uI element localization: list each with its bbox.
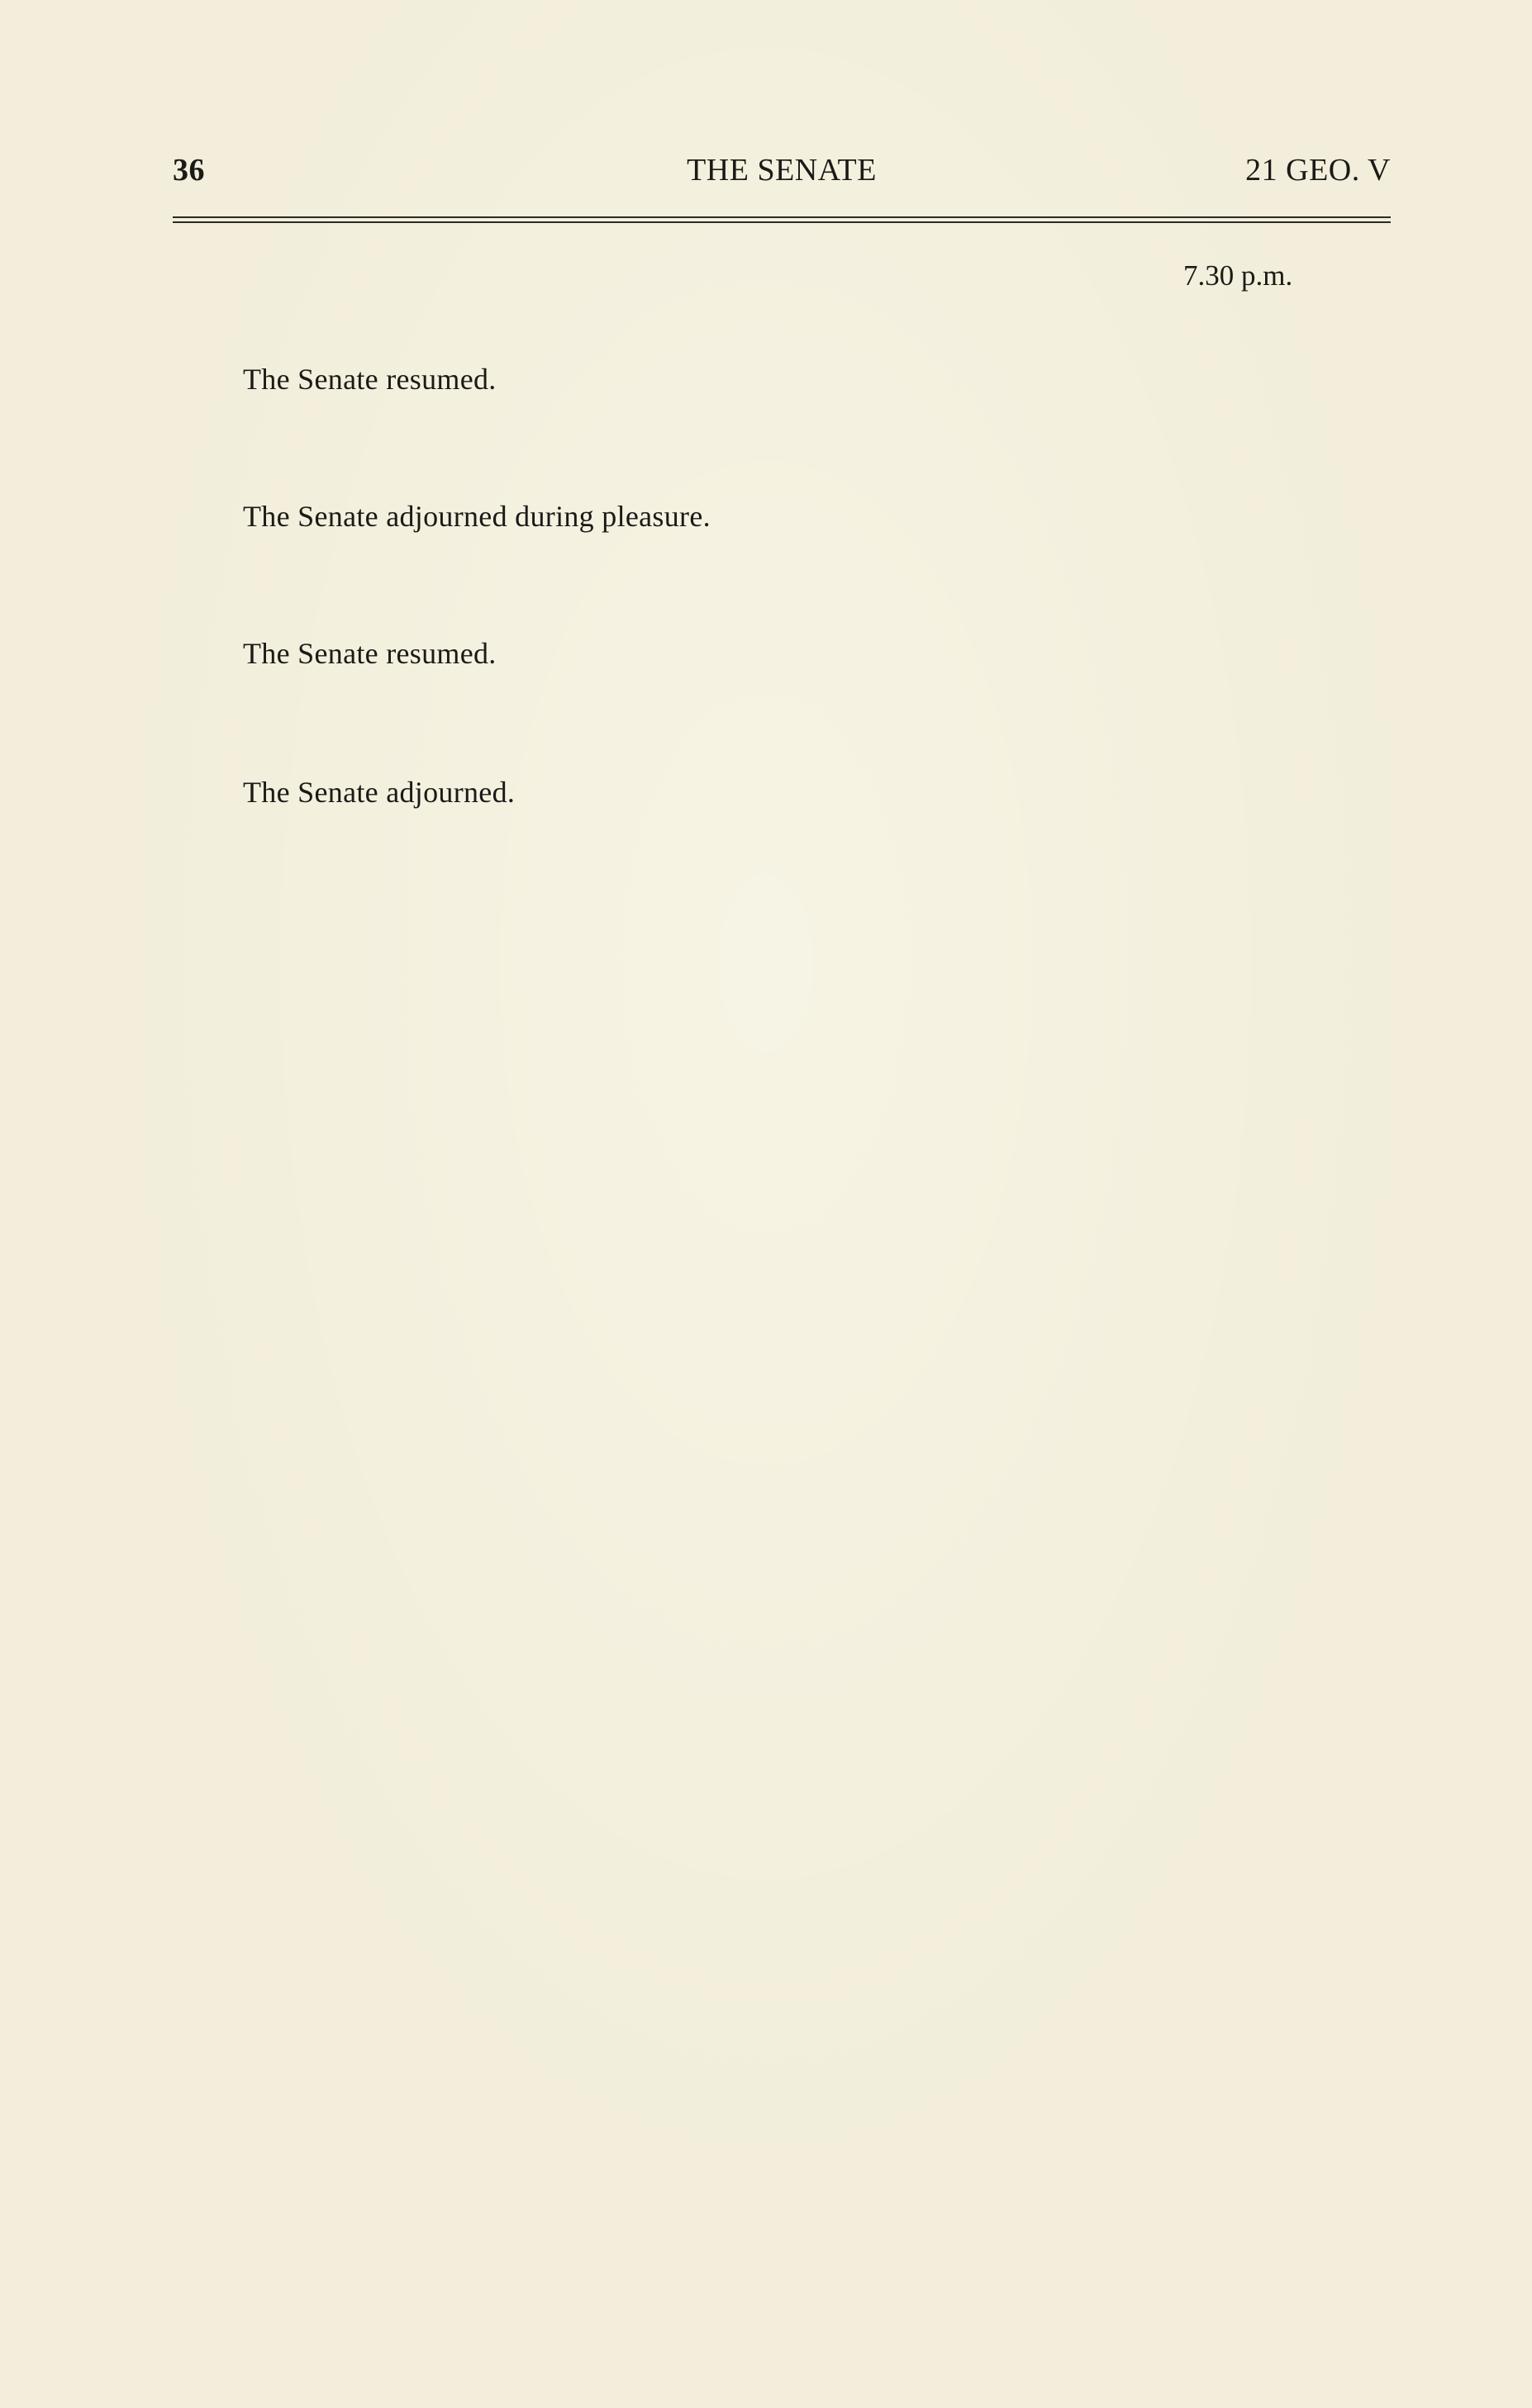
regnal-year: 21 GEO. V xyxy=(1245,153,1391,188)
journal-entry: The Senate adjourned. xyxy=(243,776,516,809)
running-title: THE SENATE xyxy=(687,153,877,188)
page-number: 36 xyxy=(173,153,205,188)
journal-entry: The Senate adjourned during pleasure. xyxy=(243,500,711,533)
header-rule xyxy=(173,216,1391,223)
sitting-time: 7.30 p.m. xyxy=(1183,259,1293,292)
journal-entry: The Senate resumed. xyxy=(243,637,497,670)
journal-entry: The Senate resumed. xyxy=(243,363,497,396)
page-header xyxy=(173,152,1391,193)
